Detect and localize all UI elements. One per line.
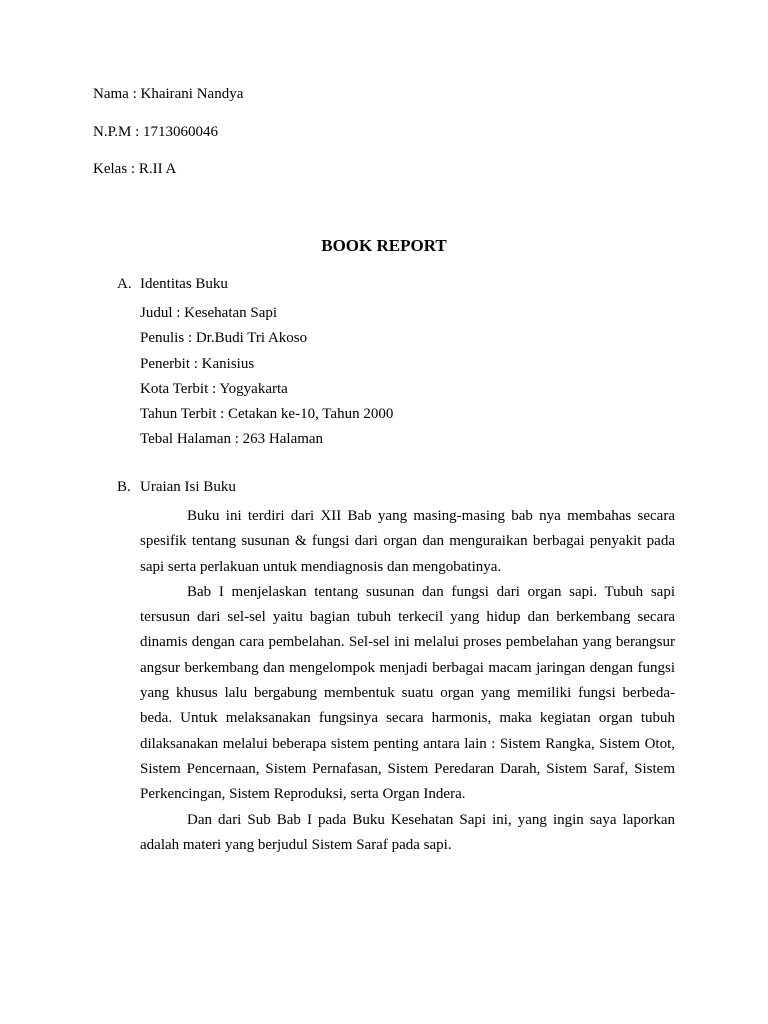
summary-paragraph: Dan dari Sub Bab I pada Buku Kesehatan Sapi ini, yang ingin saya laporkan adalah materi yang berjudul Sistem Saraf pada sapi. (140, 811, 675, 853)
student-class: Kelas : R.II A (93, 161, 177, 177)
section-a-heading: Identitas Buku (140, 276, 228, 292)
book-publisher-item: Penerbit : Kanisius (140, 355, 255, 372)
page-title: BOOK REPORT (321, 236, 447, 255)
summary-paragraph: Buku ini terdiri dari XII Bab yang masing-masing bab nya membahas secara spesifik tentang susunan & fungsi dari organ dan menguraikan berbagai penyakit pada sapi serta perlakuan untuk mendiagnosis dan mengobatinya. (140, 508, 675, 575)
book-title-item: Judul : Kesehatan Sapi (140, 305, 278, 321)
summary-body (140, 504, 675, 858)
book-pages-item: Tebal Halaman : 263 Halaman (140, 431, 324, 448)
book-author-item: Penulis : Dr.Budi Tri Akoso (140, 330, 308, 347)
book-city-item: Kota Terbit : Yogyakarta (140, 380, 288, 397)
student-npm: N.P.M : 1713060046 (93, 124, 219, 140)
book-identity-list (140, 301, 393, 453)
student-name: Nama : Khairani Nandya (93, 86, 244, 102)
section-a-letter: A. (117, 276, 132, 292)
section-b-letter: B. (117, 479, 131, 495)
section-b-heading: Uraian Isi Buku (140, 479, 236, 495)
summary-paragraph: Bab I menjelaskan tentang susunan dan fungsi dari organ sapi. Tubuh sapi tersusun dari sel-sel yaitu bagian tubuh terkecil yang hidup dan berkembang secara dinamis dengan cara pembelahan. Sel-sel ini melalui proses pembelahan yang berangsur angsur berkembang dan mengelompok menjadi berbagai macam jaringan dengan fungsi yang khusus lalu bergabung membentuk suatu organ yang memiliki fungsi berbeda-beda. Untuk melaksanakan fungsinya secara harmonis, maka kegiatan organ tubuh dilaksanakan melalui beberapa sistem penting antara lain : Sistem Rangka, Sistem Otot, Sistem Pencernaan, Sistem Pernafasan, Sistem Peredaran Darah, Sistem Saraf, Sistem Perkencingan, Sistem Reproduksi, serta Organ Indera. (140, 583, 675, 803)
book-year-item: Tahun Terbit : Cetakan ke-10, Tahun 2000 (140, 406, 394, 423)
